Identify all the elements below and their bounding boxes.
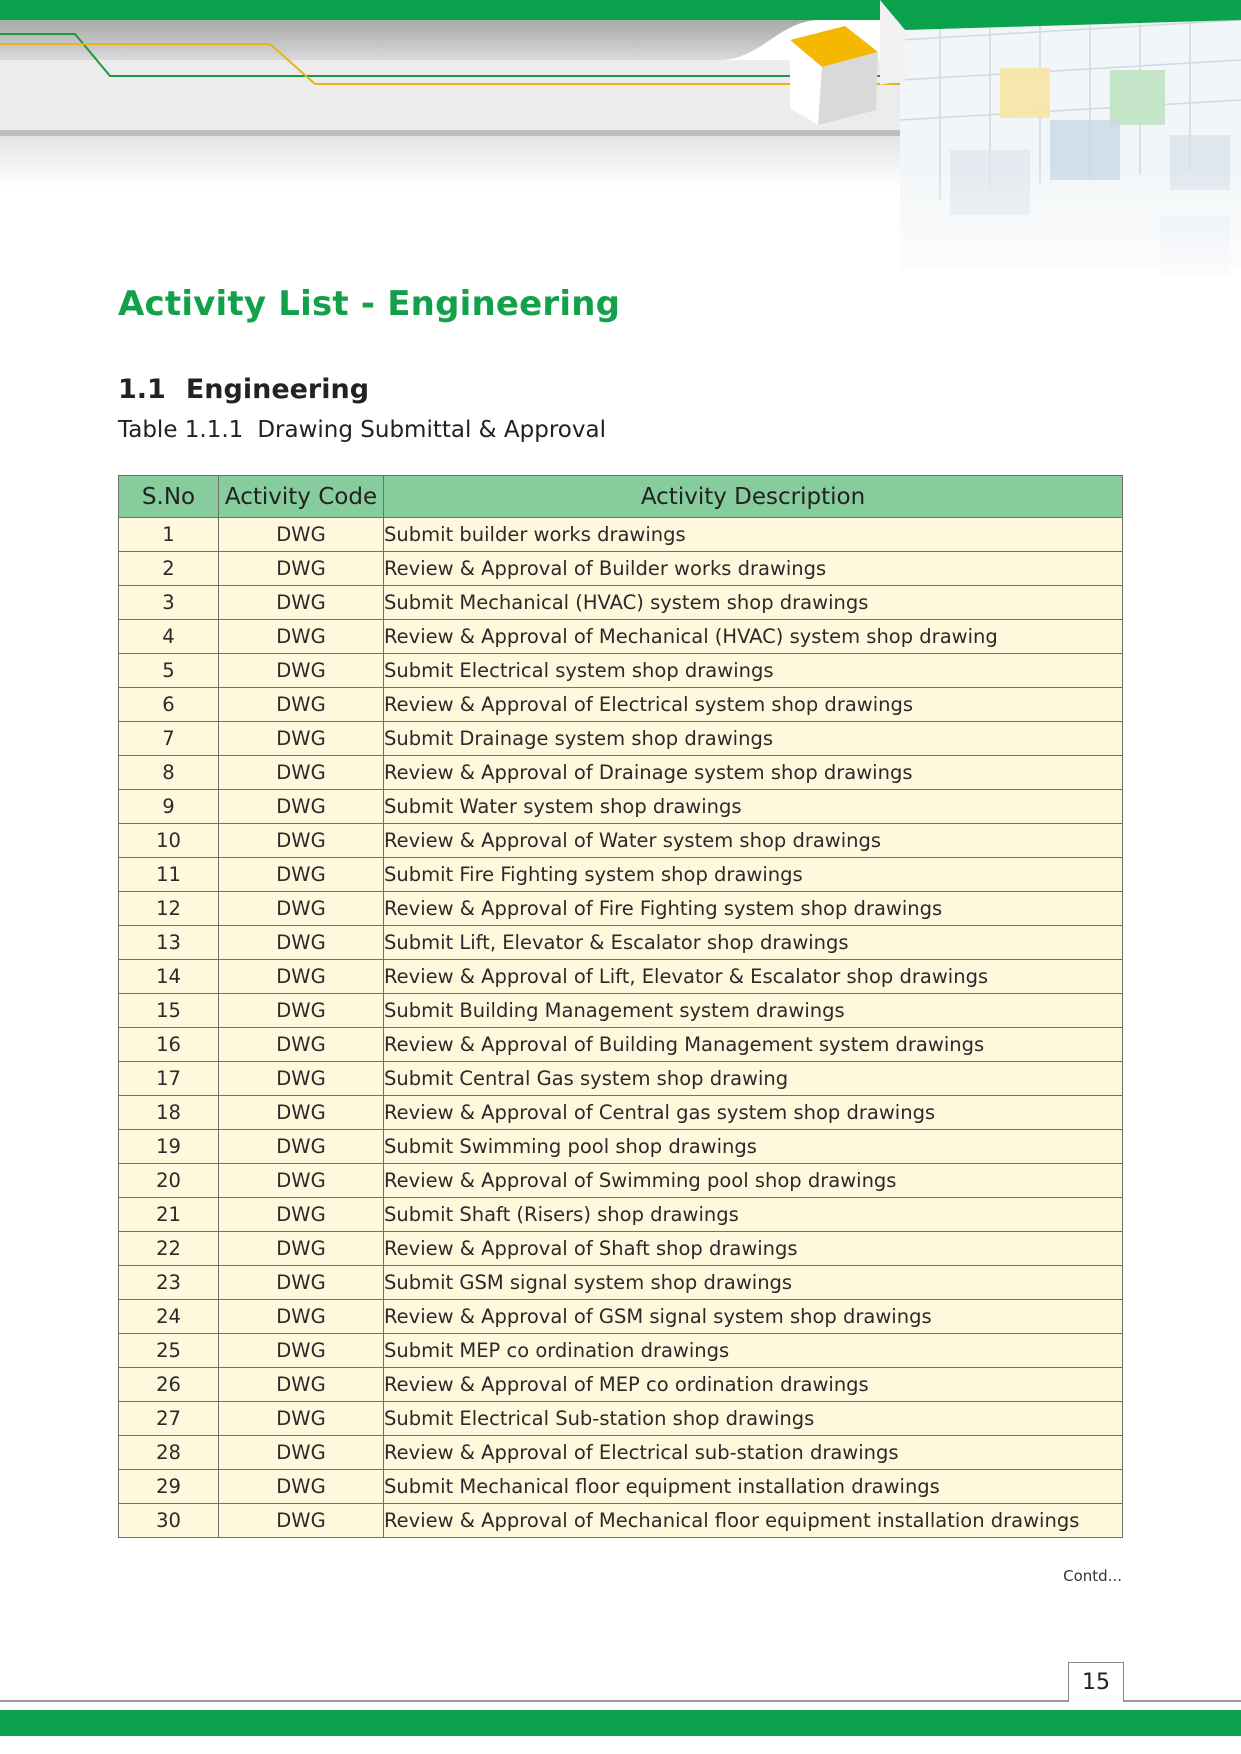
table-row	[119, 1504, 1123, 1538]
cell-activity-code: DWG	[219, 960, 384, 994]
cell-activity-code: DWG	[219, 1164, 384, 1198]
table-title: Drawing Submittal & Approval	[257, 417, 606, 443]
cell-activity-code: DWG	[219, 1062, 384, 1096]
cell-activity-description: Submit Mechanical (HVAC) system shop drawings	[384, 586, 1123, 620]
cell-activity-code: DWG	[219, 688, 384, 722]
cell-activity-description: Review & Approval of Electrical system shop drawings	[384, 688, 1123, 722]
cell-sno: 21	[119, 1198, 219, 1232]
cell-sno: 25	[119, 1334, 219, 1368]
cell-activity-code: DWG	[219, 858, 384, 892]
cell-activity-description: Review & Approval of Lift, Elevator & Escalator shop drawings	[384, 960, 1123, 994]
cell-activity-description: Submit Electrical system shop drawings	[384, 654, 1123, 688]
table-row	[119, 1402, 1123, 1436]
table-row	[119, 1470, 1123, 1504]
table-row	[119, 654, 1123, 688]
cell-activity-description: Submit Central Gas system shop drawing	[384, 1062, 1123, 1096]
cell-sno: 27	[119, 1402, 219, 1436]
cell-sno: 9	[119, 790, 219, 824]
cell-activity-code: DWG	[219, 1232, 384, 1266]
cell-sno: 10	[119, 824, 219, 858]
table-row	[119, 586, 1123, 620]
cell-sno: 22	[119, 1232, 219, 1266]
cell-activity-code: DWG	[219, 824, 384, 858]
cell-sno: 12	[119, 892, 219, 926]
cell-sno: 1	[119, 518, 219, 552]
cell-activity-description: Review & Approval of Electrical sub-station drawings	[384, 1436, 1123, 1470]
cell-activity-description: Submit MEP co ordination drawings	[384, 1334, 1123, 1368]
cell-activity-code: DWG	[219, 994, 384, 1028]
table-row	[119, 552, 1123, 586]
cell-activity-description: Submit Lift, Elevator & Escalator shop drawings	[384, 926, 1123, 960]
table-row	[119, 892, 1123, 926]
cell-activity-description: Submit Building Management system drawings	[384, 994, 1123, 1028]
table-row	[119, 1334, 1123, 1368]
cell-activity-description: Submit GSM signal system shop drawings	[384, 1266, 1123, 1300]
table-row	[119, 1130, 1123, 1164]
cell-sno: 20	[119, 1164, 219, 1198]
section-title: Engineering	[185, 374, 370, 405]
cell-activity-description: Review & Approval of Shaft shop drawings	[384, 1232, 1123, 1266]
cell-activity-description: Review & Approval of Mechanical (HVAC) system shop drawing	[384, 620, 1123, 654]
table-row	[119, 1368, 1123, 1402]
cell-sno: 24	[119, 1300, 219, 1334]
cell-sno: 8	[119, 756, 219, 790]
cell-activity-description: Submit Drainage system shop drawings	[384, 722, 1123, 756]
column-header-sno: S.No	[119, 476, 219, 518]
cell-activity-description: Review & Approval of Building Management system drawings	[384, 1028, 1123, 1062]
section-number: 1.1	[118, 374, 166, 405]
activity-table	[118, 475, 1123, 1538]
header-decoration	[0, 0, 1241, 310]
cell-activity-code: DWG	[219, 518, 384, 552]
cell-sno: 3	[119, 586, 219, 620]
table-row	[119, 926, 1123, 960]
page-number: 15	[1068, 1662, 1124, 1702]
table-row	[119, 960, 1123, 994]
cell-sno: 30	[119, 1504, 219, 1538]
activity-table-body	[119, 518, 1123, 1538]
cell-sno: 7	[119, 722, 219, 756]
table-row	[119, 1164, 1123, 1198]
page-title: Activity List - Engineering	[118, 284, 621, 324]
cell-sno: 5	[119, 654, 219, 688]
cell-sno: 6	[119, 688, 219, 722]
cell-activity-code: DWG	[219, 1470, 384, 1504]
cell-activity-code: DWG	[219, 1368, 384, 1402]
table-row	[119, 1232, 1123, 1266]
cell-activity-description: Review & Approval of Mechanical floor equipment installation drawings	[384, 1504, 1123, 1538]
cell-sno: 23	[119, 1266, 219, 1300]
cell-activity-code: DWG	[219, 654, 384, 688]
table-row	[119, 824, 1123, 858]
cell-activity-code: DWG	[219, 722, 384, 756]
cell-activity-code: DWG	[219, 892, 384, 926]
table-header-row	[119, 476, 1123, 518]
table-row	[119, 790, 1123, 824]
cell-activity-code: DWG	[219, 1266, 384, 1300]
cell-activity-code: DWG	[219, 1300, 384, 1334]
cell-activity-description: Submit Electrical Sub-station shop drawings	[384, 1402, 1123, 1436]
cell-activity-code: DWG	[219, 1436, 384, 1470]
cell-activity-code: DWG	[219, 552, 384, 586]
cell-activity-description: Submit Shaft (Risers) shop drawings	[384, 1198, 1123, 1232]
cell-activity-code: DWG	[219, 620, 384, 654]
table-row	[119, 688, 1123, 722]
cell-activity-code: DWG	[219, 586, 384, 620]
table-row	[119, 518, 1123, 552]
cell-activity-description: Submit builder works drawings	[384, 518, 1123, 552]
table-row	[119, 1436, 1123, 1470]
cell-activity-description: Review & Approval of Water system shop drawings	[384, 824, 1123, 858]
cell-activity-description: Review & Approval of Swimming pool shop drawings	[384, 1164, 1123, 1198]
cell-sno: 13	[119, 926, 219, 960]
column-header-activity-description: Activity Description	[384, 476, 1123, 518]
cell-activity-code: DWG	[219, 926, 384, 960]
cell-activity-description: Submit Water system shop drawings	[384, 790, 1123, 824]
cell-activity-code: DWG	[219, 1130, 384, 1164]
cell-sno: 4	[119, 620, 219, 654]
cube-grid-art	[900, 20, 1241, 310]
cell-sno: 11	[119, 858, 219, 892]
cell-sno: 26	[119, 1368, 219, 1402]
cell-sno: 2	[119, 552, 219, 586]
footer-rule	[0, 1700, 1241, 1702]
cell-sno: 17	[119, 1062, 219, 1096]
table-row	[119, 1198, 1123, 1232]
cell-sno: 29	[119, 1470, 219, 1504]
table-row	[119, 722, 1123, 756]
cell-activity-description: Review & Approval of Builder works drawings	[384, 552, 1123, 586]
bottom-green-band	[0, 1710, 1241, 1736]
cell-activity-code: DWG	[219, 1504, 384, 1538]
cell-activity-description: Review & Approval of Drainage system shop drawings	[384, 756, 1123, 790]
cell-sno: 16	[119, 1028, 219, 1062]
table-row	[119, 1062, 1123, 1096]
cell-activity-description: Review & Approval of MEP co ordination drawings	[384, 1368, 1123, 1402]
column-header-activity-code: Activity Code	[219, 476, 384, 518]
table-number: Table 1.1.1	[118, 417, 244, 443]
cell-sno: 15	[119, 994, 219, 1028]
table-row	[119, 620, 1123, 654]
cell-activity-description: Review & Approval of GSM signal system shop drawings	[384, 1300, 1123, 1334]
table-row	[119, 858, 1123, 892]
continued-note: Contd...	[1063, 1567, 1122, 1585]
cell-activity-code: DWG	[219, 1334, 384, 1368]
cell-activity-description: Submit Fire Fighting system shop drawings	[384, 858, 1123, 892]
cell-activity-code: DWG	[219, 1096, 384, 1130]
cell-activity-code: DWG	[219, 1198, 384, 1232]
table-row	[119, 1096, 1123, 1130]
cell-activity-code: DWG	[219, 1402, 384, 1436]
cell-sno: 18	[119, 1096, 219, 1130]
yellow-cube-icon	[790, 26, 878, 125]
cell-activity-code: DWG	[219, 1028, 384, 1062]
cell-sno: 19	[119, 1130, 219, 1164]
cell-activity-description: Submit Mechanical floor equipment installation drawings	[384, 1470, 1123, 1504]
table-row	[119, 1300, 1123, 1334]
cell-activity-code: DWG	[219, 756, 384, 790]
cell-sno: 14	[119, 960, 219, 994]
table-row	[119, 1266, 1123, 1300]
table-row	[119, 756, 1123, 790]
cell-activity-description: Review & Approval of Fire Fighting system shop drawings	[384, 892, 1123, 926]
table-row	[119, 994, 1123, 1028]
section-heading	[118, 374, 369, 405]
table-row	[119, 1028, 1123, 1062]
cell-sno: 28	[119, 1436, 219, 1470]
cell-activity-description: Review & Approval of Central gas system shop drawings	[384, 1096, 1123, 1130]
cell-activity-description: Submit Swimming pool shop drawings	[384, 1130, 1123, 1164]
cell-activity-code: DWG	[219, 790, 384, 824]
table-caption	[118, 417, 606, 443]
